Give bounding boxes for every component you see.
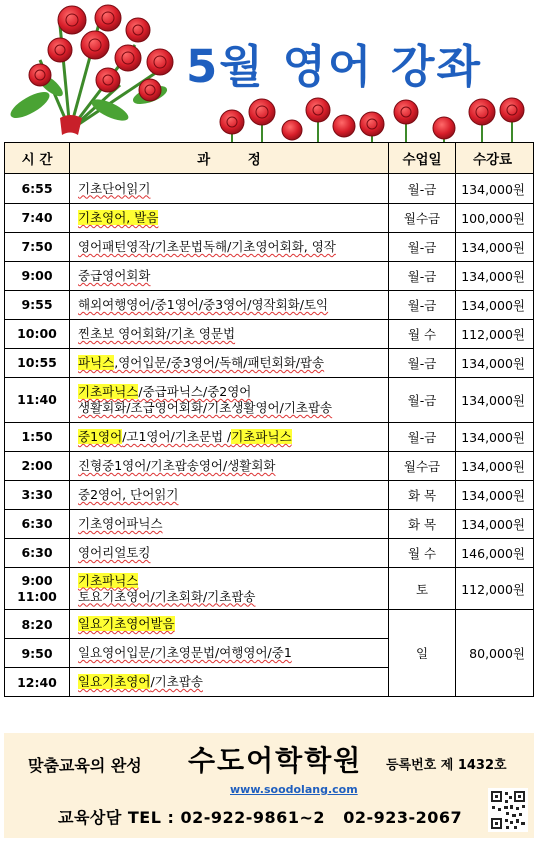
row-fee: 134,000원 bbox=[456, 233, 534, 262]
row-time: 9:50 bbox=[5, 639, 70, 668]
table-row bbox=[5, 174, 534, 204]
course-text: /기초팝송 bbox=[150, 674, 203, 689]
course-text: /고1영어/기초문법 / bbox=[122, 429, 232, 444]
course-line bbox=[78, 268, 384, 284]
row-time: 8:20 bbox=[5, 610, 70, 639]
row-fee: 134,000원 bbox=[456, 262, 534, 291]
highlighted-course-text: 기초영어, 발음 bbox=[78, 210, 159, 225]
row-fee: 134,000원 bbox=[456, 349, 534, 378]
course-line bbox=[78, 239, 384, 255]
table-row bbox=[5, 378, 534, 423]
row-days: 월수금 bbox=[389, 204, 456, 233]
row-time: 10:00 bbox=[5, 320, 70, 349]
table-row bbox=[5, 481, 534, 510]
academy-name: 수도어학학원 bbox=[188, 744, 363, 777]
highlighted-course-text: 파닉스 bbox=[78, 355, 115, 370]
row-fee: 134,000원 bbox=[456, 510, 534, 539]
row-time: 10:55 bbox=[5, 349, 70, 378]
row-time: 11:40 bbox=[5, 378, 70, 423]
course-line bbox=[78, 573, 384, 589]
course-text: 해외여행영어/중1영어/중3영어/영작회화/토익 bbox=[78, 297, 329, 312]
row-time: 6:55 bbox=[5, 174, 70, 204]
footer bbox=[4, 733, 534, 838]
course-text: 찐초보 영어회화/기초 영문법 bbox=[78, 326, 236, 341]
row-fee: 134,000원 bbox=[456, 452, 534, 481]
row-time: 3:30 bbox=[5, 481, 70, 510]
row-fee: 112,000원 bbox=[456, 320, 534, 349]
page-title: 5월 영어 강좌 bbox=[186, 40, 482, 93]
row-days: 월-금 bbox=[389, 423, 456, 452]
row-days: 월-금 bbox=[389, 349, 456, 378]
qr-code-icon bbox=[488, 788, 528, 832]
contact-phone: 교육상담 TEL : 02-922-9861~2 02-923-2067 bbox=[58, 808, 463, 827]
row-days: 월 수 bbox=[389, 539, 456, 568]
row-time: 7:50 bbox=[5, 233, 70, 262]
row-time: 2:00 bbox=[5, 452, 70, 481]
row-course bbox=[70, 668, 389, 697]
row-days: 월수금 bbox=[389, 452, 456, 481]
table-row bbox=[5, 204, 534, 233]
course-text: 영어패턴영작/기초문법독해/기초영어회화, 영작 bbox=[78, 239, 336, 254]
slogan: 맞춤교육의 완성 bbox=[28, 756, 142, 775]
table-row bbox=[5, 423, 534, 452]
highlighted-course-text: 기초파닉스 bbox=[78, 384, 139, 399]
course-line bbox=[78, 674, 384, 690]
row-days: 월-금 bbox=[389, 233, 456, 262]
course-text: 생활회화/조급영어회화/기초생활영어/기초팝송 bbox=[78, 400, 333, 415]
row-course bbox=[70, 481, 389, 510]
row-course bbox=[70, 204, 389, 233]
table-row bbox=[5, 349, 534, 378]
course-text: 기초단어읽기 bbox=[78, 180, 151, 196]
course-line bbox=[78, 384, 384, 400]
course-schedule-table bbox=[4, 142, 534, 697]
highlighted-course-text: 중1영어 bbox=[78, 429, 123, 444]
table-row bbox=[5, 539, 534, 568]
row-course bbox=[70, 539, 389, 568]
table-row bbox=[5, 233, 534, 262]
highlighted-course-text: 일요기초영어발음 bbox=[78, 616, 175, 631]
row-days: 월 수 bbox=[389, 320, 456, 349]
table-row bbox=[5, 262, 534, 291]
header-fee: 수강료 bbox=[456, 143, 534, 174]
row-time: 1:50 bbox=[5, 423, 70, 452]
row-days: 토 bbox=[389, 568, 456, 610]
registration-number: 등록번호 제 1432호 bbox=[386, 758, 507, 773]
row-time: 9:00 11:00 bbox=[5, 568, 70, 610]
row-course bbox=[70, 174, 389, 204]
course-line bbox=[78, 429, 384, 445]
course-text: 중급영어회화 bbox=[78, 268, 151, 283]
row-days: 화 목 bbox=[389, 510, 456, 539]
table-header-row bbox=[5, 143, 534, 174]
course-text: 중2영어, 단어읽기 bbox=[78, 487, 179, 502]
course-text: 기초영어파닉스 bbox=[78, 516, 163, 531]
row-days: 월-금 bbox=[389, 291, 456, 320]
row-time: 9:55 bbox=[5, 291, 70, 320]
row-course bbox=[70, 423, 389, 452]
header bbox=[0, 0, 538, 142]
row-time: 9:00 bbox=[5, 262, 70, 291]
sunday-days: 일 bbox=[389, 610, 456, 697]
row-course bbox=[70, 349, 389, 378]
course-line bbox=[78, 400, 384, 416]
table-row bbox=[5, 568, 534, 610]
course-line bbox=[78, 589, 384, 605]
course-text: 일요영어입문/기초영문법/여행영어/중1 bbox=[78, 645, 292, 660]
table-row bbox=[5, 452, 534, 481]
row-course bbox=[70, 378, 389, 423]
course-text: 영어리얼토킹 bbox=[78, 545, 151, 560]
row-time: 7:40 bbox=[5, 204, 70, 233]
highlighted-course-text: 일요기초영어 bbox=[78, 674, 151, 689]
header-time: 시 간 bbox=[5, 143, 70, 174]
row-fee: 100,000원 bbox=[456, 204, 534, 233]
table-row bbox=[5, 510, 534, 539]
highlighted-course-text: 기초파닉스 bbox=[78, 572, 139, 588]
course-line bbox=[78, 210, 384, 226]
row-days: 월-금 bbox=[389, 174, 456, 204]
table-body bbox=[5, 174, 534, 697]
header-days: 수업일 bbox=[389, 143, 456, 174]
course-line bbox=[78, 616, 384, 632]
table-row bbox=[5, 291, 534, 320]
course-text: /중급파닉스/중2영어 bbox=[138, 384, 252, 399]
row-days: 월-금 bbox=[389, 262, 456, 291]
course-line bbox=[78, 645, 384, 661]
table-row bbox=[5, 610, 534, 639]
course-text: ,영어입문/중3영어/독해/패턴회화/팝송 bbox=[114, 355, 325, 370]
row-course bbox=[70, 320, 389, 349]
course-line bbox=[78, 355, 384, 371]
row-fee: 134,000원 bbox=[456, 291, 534, 320]
row-course bbox=[70, 510, 389, 539]
row-fee: 134,000원 bbox=[456, 481, 534, 510]
row-time: 12:40 bbox=[5, 668, 70, 697]
course-line bbox=[78, 297, 384, 313]
row-course bbox=[70, 262, 389, 291]
row-course bbox=[70, 568, 389, 610]
course-text: 진형중1영어/기초팝송영어/생활회화 bbox=[78, 458, 276, 473]
row-days: 화 목 bbox=[389, 481, 456, 510]
row-course bbox=[70, 291, 389, 320]
row-time: 6:30 bbox=[5, 510, 70, 539]
course-text: 토요기초영어/기초회화/기초팝송 bbox=[78, 588, 256, 604]
course-line bbox=[78, 487, 384, 503]
row-fee: 134,000원 bbox=[456, 378, 534, 423]
highlighted-course-text: 기초파닉스 bbox=[231, 429, 292, 444]
sunday-fee: 80,000원 bbox=[456, 610, 534, 697]
table-row bbox=[5, 320, 534, 349]
course-line bbox=[78, 545, 384, 561]
row-course bbox=[70, 452, 389, 481]
row-course bbox=[70, 610, 389, 639]
row-course bbox=[70, 233, 389, 262]
course-line bbox=[78, 181, 384, 197]
row-course bbox=[70, 639, 389, 668]
course-line bbox=[78, 516, 384, 532]
row-fee: 134,000원 bbox=[456, 423, 534, 452]
row-days: 월-금 bbox=[389, 378, 456, 423]
website-link[interactable]: www.soodolang.com bbox=[230, 783, 358, 796]
row-fee: 134,000원 bbox=[456, 174, 534, 204]
course-line bbox=[78, 458, 384, 474]
course-line bbox=[78, 326, 384, 342]
row-fee: 146,000원 bbox=[456, 539, 534, 568]
row-time: 6:30 bbox=[5, 539, 70, 568]
header-course: 과 정 bbox=[70, 143, 389, 174]
row-fee: 112,000원 bbox=[456, 568, 534, 610]
